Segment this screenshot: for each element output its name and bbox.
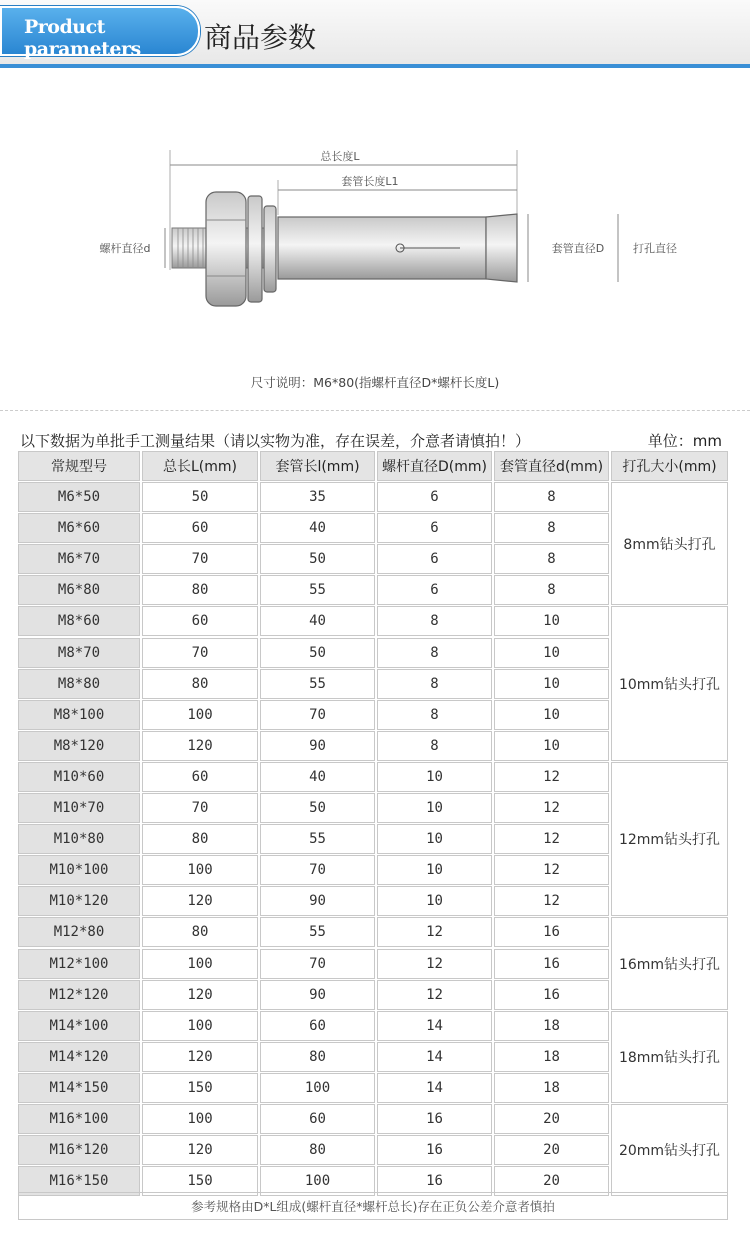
column-header: 打孔大小(mm) [611,451,728,481]
model-cell: M10*100 [18,855,140,885]
model-cell: M14*100 [18,1011,140,1041]
value-cell: 14 [377,1042,492,1072]
value-cell: 12 [494,886,609,916]
value-cell: 50 [142,482,258,512]
value-cell: 10 [494,731,609,761]
model-cell: M6*70 [18,544,140,574]
value-cell: 16 [494,949,609,979]
column-header: 螺杆直径D(mm) [377,451,492,481]
section-header [0,0,750,68]
column-header: 总长L(mm) [142,451,258,481]
label-sleeve-length: 套管长度L1 [341,175,399,188]
value-cell: 8 [377,731,492,761]
value-cell: 18 [494,1073,609,1103]
value-cell: 90 [260,731,375,761]
label-sleeve-diameter: 套管直径D [551,242,605,255]
value-cell: 40 [260,762,375,792]
washer-1 [248,196,262,302]
value-cell: 14 [377,1011,492,1041]
value-cell: 80 [142,917,258,947]
value-cell: 40 [260,606,375,636]
drill-size-cell: 10mm钻头打孔 [611,606,728,761]
value-cell: 120 [142,1135,258,1165]
value-cell: 6 [377,544,492,574]
value-cell: 100 [142,1011,258,1041]
value-cell: 12 [494,824,609,854]
model-cell: M6*60 [18,513,140,543]
value-cell: 16 [494,917,609,947]
model-cell: M12*120 [18,980,140,1010]
model-cell: M16*150 [18,1166,140,1196]
drill-size-cell: 18mm钻头打孔 [611,1011,728,1103]
value-cell: 10 [377,886,492,916]
value-cell: 80 [142,669,258,699]
value-cell: 55 [260,824,375,854]
dimension-caption: 尺寸说明：M6*80(指螺杆直径D*螺杆长度L) [250,375,500,390]
model-cell: M10*120 [18,886,140,916]
label-hole-diameter: 打孔直径 [633,242,677,255]
model-cell: M14*120 [18,1042,140,1072]
value-cell: 20 [494,1166,609,1196]
model-cell: M10*60 [18,762,140,792]
hex-nut [206,192,246,306]
value-cell: 10 [377,855,492,885]
value-cell: 12 [494,762,609,792]
drill-size-cell: 12mm钻头打孔 [611,762,728,917]
value-cell: 10 [377,793,492,823]
model-cell: M8*120 [18,731,140,761]
value-cell: 8 [377,638,492,668]
value-cell: 100 [142,1104,258,1134]
model-cell: M6*80 [18,575,140,605]
anchor-bolt-diagram [0,120,750,400]
model-cell: M16*100 [18,1104,140,1134]
value-cell: 8 [494,513,609,543]
value-cell: 6 [377,482,492,512]
value-cell: 80 [142,824,258,854]
value-cell: 50 [260,793,375,823]
value-cell: 150 [142,1166,258,1196]
value-cell: 10 [494,606,609,636]
value-cell: 12 [494,793,609,823]
expansion-cone [486,214,517,282]
drill-size-cell: 16mm钻头打孔 [611,917,728,1009]
value-cell: 70 [260,700,375,730]
value-cell: 8 [494,544,609,574]
value-cell: 20 [494,1104,609,1134]
value-cell: 12 [377,980,492,1010]
model-cell: M10*70 [18,793,140,823]
product-parameters-badge [0,6,200,60]
value-cell: 16 [377,1135,492,1165]
value-cell: 150 [142,1073,258,1103]
value-cell: 14 [377,1073,492,1103]
model-cell: M8*80 [18,669,140,699]
badge-text: Product parameters [24,16,141,60]
dashed-divider [0,410,750,411]
model-cell: M12*80 [18,917,140,947]
value-cell: 55 [260,917,375,947]
value-cell: 100 [142,700,258,730]
value-cell: 120 [142,886,258,916]
value-cell: 70 [260,855,375,885]
value-cell: 60 [260,1104,375,1134]
value-cell: 8 [494,575,609,605]
value-cell: 70 [260,949,375,979]
model-cell: M10*80 [18,824,140,854]
value-cell: 6 [377,513,492,543]
value-cell: 120 [142,731,258,761]
value-cell: 90 [260,886,375,916]
measurement-note: 以下数据为单批手工测量结果（请以实物为准，存在误差，介意者请慎拍！） [20,432,531,450]
value-cell: 100 [142,949,258,979]
model-cell: M6*50 [18,482,140,512]
column-header: 常规型号 [18,451,140,481]
value-cell: 100 [260,1073,375,1103]
value-cell: 10 [377,824,492,854]
model-cell: M12*100 [18,949,140,979]
value-cell: 12 [377,917,492,947]
value-cell: 8 [377,606,492,636]
model-cell: M8*100 [18,700,140,730]
value-cell: 16 [377,1104,492,1134]
value-cell: 10 [494,669,609,699]
value-cell: 70 [142,544,258,574]
value-cell: 120 [142,980,258,1010]
value-cell: 80 [260,1135,375,1165]
value-cell: 120 [142,1042,258,1072]
value-cell: 60 [260,1011,375,1041]
value-cell: 70 [142,638,258,668]
value-cell: 12 [494,855,609,885]
value-cell: 40 [260,513,375,543]
value-cell: 55 [260,575,375,605]
table-footer: 参考规格由D*L组成(螺杆直径*螺杆总长)存在正负公差介意者慎拍 [18,1192,728,1220]
value-cell: 8 [377,700,492,730]
value-cell: 100 [260,1166,375,1196]
value-cell: 60 [142,606,258,636]
value-cell: 80 [260,1042,375,1072]
value-cell: 10 [377,762,492,792]
value-cell: 8 [377,669,492,699]
drill-size-cell: 8mm钻头打孔 [611,482,728,605]
model-cell: M16*120 [18,1135,140,1165]
value-cell: 12 [377,949,492,979]
value-cell: 20 [494,1135,609,1165]
value-cell: 10 [494,700,609,730]
value-cell: 50 [260,544,375,574]
spec-table [18,451,728,1197]
model-cell: M8*70 [18,638,140,668]
value-cell: 70 [142,793,258,823]
model-cell: M8*60 [18,606,140,636]
value-cell: 100 [142,855,258,885]
value-cell: 35 [260,482,375,512]
value-cell: 55 [260,669,375,699]
value-cell: 60 [142,762,258,792]
column-header: 套管直径d(mm) [494,451,609,481]
value-cell: 60 [142,513,258,543]
value-cell: 18 [494,1042,609,1072]
value-cell: 90 [260,980,375,1010]
value-cell: 50 [260,638,375,668]
value-cell: 16 [494,980,609,1010]
value-cell: 16 [377,1166,492,1196]
value-cell: 6 [377,575,492,605]
unit-label: 单位：mm [647,432,722,450]
value-cell: 8 [494,482,609,512]
drill-size-cell: 20mm钻头打孔 [611,1104,728,1196]
section-title: 商品参数 [204,21,317,54]
column-header: 套管长l(mm) [260,451,375,481]
model-cell: M14*150 [18,1073,140,1103]
value-cell: 10 [494,638,609,668]
label-total-length: 总长度L [320,150,360,163]
value-cell: 80 [142,575,258,605]
value-cell: 18 [494,1011,609,1041]
label-bolt-diameter: 螺杆直径d [99,242,151,255]
washer-2 [264,206,276,292]
